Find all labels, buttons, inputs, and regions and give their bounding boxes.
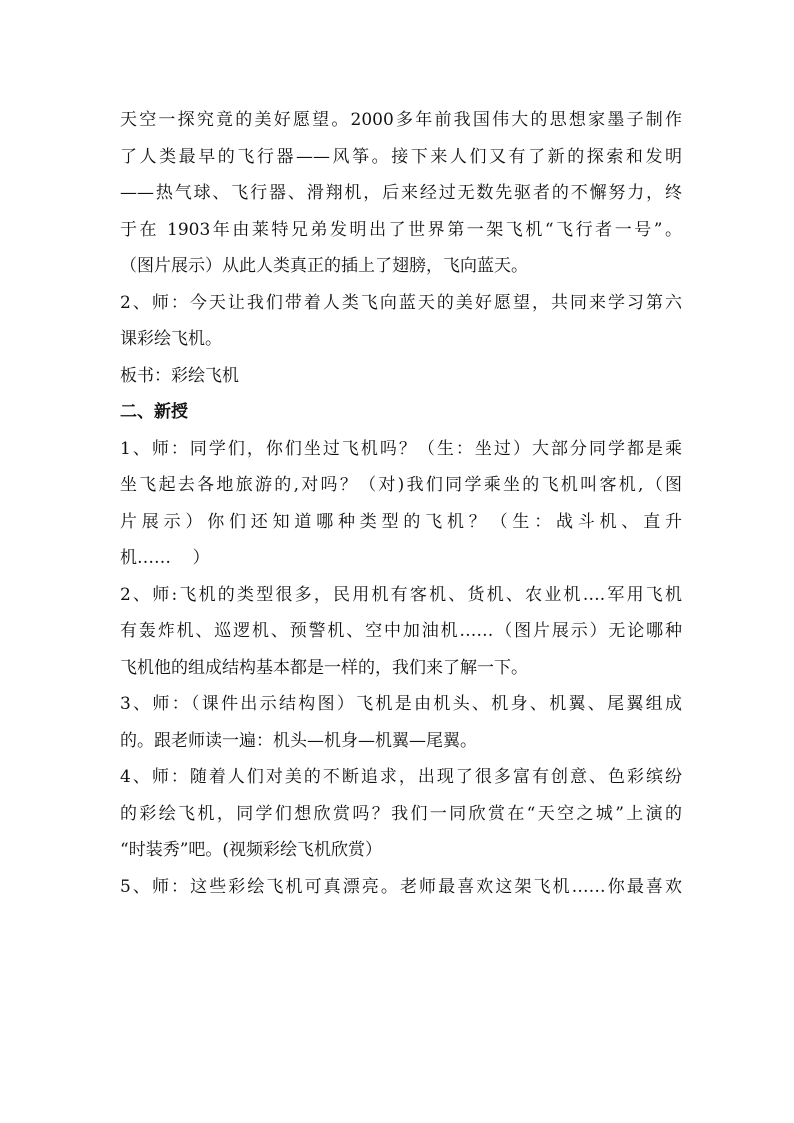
paragraph-line: 5、师：这些彩绘飞机可真漂亮。老师最喜欢这架飞机……你最喜欢	[120, 876, 682, 897]
paragraph-line: “时装秀”吧。(视频彩绘飞机欣赏）	[120, 840, 383, 860]
paragraph-line: 2、师：今天让我们带着人类飞向蓝天的美好愿望，共同来学习第六	[120, 292, 682, 313]
paragraph-line: 课彩绘飞机。	[120, 329, 222, 349]
board-writing-line: 板书：彩绘飞机	[120, 365, 239, 386]
paragraph-line: 有轰炸机、巡逻机、预警机、空中加油机……（图片展示）无论哪种	[120, 621, 682, 641]
paragraph-line: 的彩绘飞机，同学们想欣赏吗？我们一同欣赏在“天空之城”上演的	[120, 803, 682, 824]
paragraph-line: 于在 1903年由莱特兄弟发明出了世界第一架飞机“飞行者一号”。	[120, 219, 682, 240]
paragraph-line: 2、师:飞机的类型很多，民用机有客机、货机、农业机….军用飞机	[120, 584, 682, 605]
paragraph-line: ——热气球、飞行器、滑翔机，后来经过无数先驱者的不懈努力，终	[120, 183, 682, 203]
paragraph-line: （图片展示）从此人类真正的插上了翅膀，飞向蓝天。	[120, 256, 528, 276]
paragraph-line: 4、师：随着人们对美的不断追求，出现了很多富有创意、色彩缤纷	[120, 767, 682, 787]
paragraph-line: 天空一探究竟的美好愿望。2000多年前我国伟大的思想家墨子制作	[120, 110, 682, 130]
section-heading: 二、新授	[120, 402, 188, 422]
paragraph-line: 1、师：同学们，你们坐过飞机吗？（生：坐过）大部分同学都是乘	[120, 438, 682, 459]
paragraph-line: 的。跟老师读一遍：机头—机身—机翼—尾翼。	[120, 730, 477, 751]
paragraph-line: 3、师：（课件出示结构图）飞机是由机头、机身、机翼、尾翼组成	[120, 694, 682, 714]
paragraph-line: 坐飞起去各地旅游的,对吗？（对)我们同学乘坐的飞机叫客机,（图	[120, 475, 682, 495]
paragraph-line: 了人类最早的飞行器——风筝。接下来人们又有了新的探索和发明	[120, 146, 682, 167]
paragraph-line: 片展示）你们还知道哪种类型的飞机？（生：战斗机、直升	[120, 511, 682, 532]
paragraph-line: 飞机他的组成结构基本都是一样的，我们来了解一下。	[120, 657, 528, 678]
paragraph-line: 机…… ）	[120, 548, 210, 568]
